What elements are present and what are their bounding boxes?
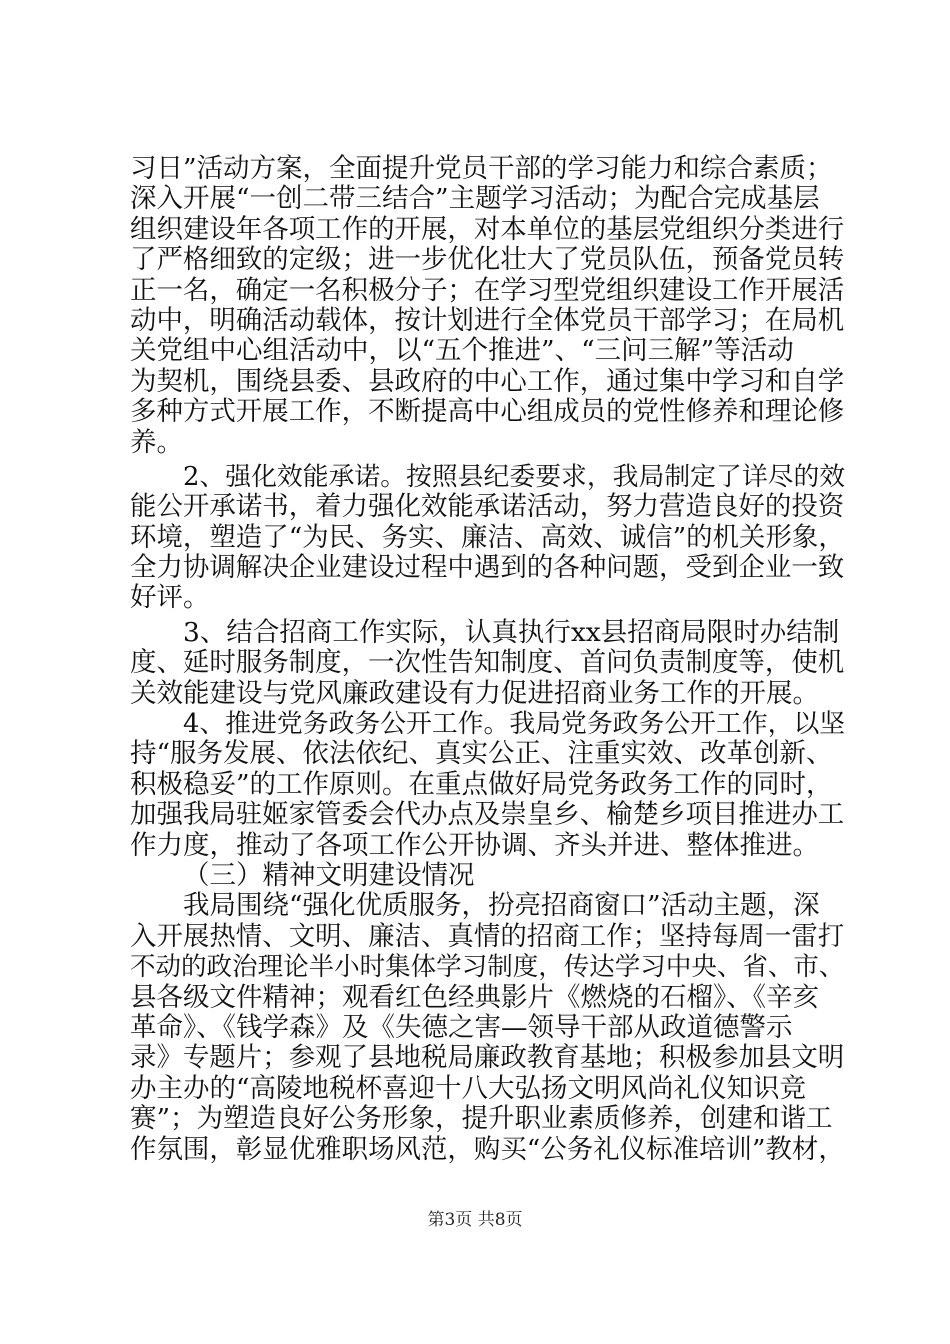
text-line: 积极稳妥”的工作原则。在重点做好局党务政务工作的同时， bbox=[130, 768, 833, 800]
text-line: 为契机，围绕县委、县政府的中心工作，通过集中学习和自学 bbox=[130, 365, 845, 397]
text-line: 3、结合招商工作实际，认真执行xx县招商局限时办结制 bbox=[183, 616, 840, 648]
text-line: 深入开展“一创二带三结合”主题学习活动；为配合完成基层 bbox=[130, 183, 820, 215]
section-heading: （三）精神文明建设情况 bbox=[183, 859, 475, 891]
page-number-footer: 第3页 共8页 bbox=[427, 1210, 523, 1230]
text-line: 正一名，确定一名积极分子；在学习型党组织建设工作开展活 bbox=[130, 274, 845, 306]
text-line: 多种方式开展工作，不断提高中心组成员的党性修养和理论修 bbox=[130, 396, 845, 428]
text-line: 加强我局驻姬家管委会代办点及崇皇乡、榆楚乡项目推进办工 bbox=[130, 799, 845, 831]
text-line: 作力度，推动了各项工作公开协调、齐头并进、整体推进。 bbox=[130, 829, 819, 861]
document-body bbox=[130, 154, 845, 1165]
text-line: 养。 bbox=[130, 426, 183, 458]
text-line: 我局围绕“强化优质服务，扮亮招商窗口”活动主题，深 bbox=[183, 890, 820, 922]
text-line: 关党组中心组活动中，以“五个推进”、“三问三解”等活动 bbox=[130, 335, 794, 367]
text-line: 关效能建设与党风廉政建设有力促进招商业务工作的开展。 bbox=[130, 677, 819, 709]
text-line: 赛”；为塑造良好公务形象，提升职业素质修养，创建和谐工 bbox=[130, 1103, 833, 1135]
text-line: 习日”活动方案，全面提升党员干部的学习能力和综合素质； bbox=[130, 153, 833, 184]
text-line: 能公开承诺书，着力强化效能承诺活动，努力营造良好的投资 bbox=[130, 491, 845, 523]
text-line: 持“服务发展、依法依纪、真实公正、注重实效、改革创新、 bbox=[130, 738, 833, 770]
text-line: 好评。 bbox=[130, 582, 210, 614]
text-line: 2、强化效能承诺。按照县纪委要求，我局制定了详尽的效 bbox=[183, 461, 846, 492]
text-line: 作氛围，彰显优雅职场风范，购买“公务礼仪标准培训”教材， bbox=[130, 1133, 845, 1165]
text-line: 动中，明确活动载体，按计划进行全体党员干部学习；在局机 bbox=[130, 304, 845, 336]
text-line: 录》专题片；参观了县地税局廉政教育基地；积极参加县文明 bbox=[130, 1042, 845, 1074]
text-line: 全力协调解决企业建设过程中遇到的各种问题，受到企业一致 bbox=[130, 552, 845, 584]
text-line: 组织建设年各项工作的开展，对本单位的基层党组织分类进行 bbox=[130, 213, 845, 245]
text-line: 入开展热情、文明、廉洁、真情的招商工作；坚持每周一雷打 bbox=[130, 920, 845, 952]
text-line: 环境，塑造了“为民、务实、廉洁、高效、诚信”的机关形象， bbox=[130, 521, 845, 553]
text-line: 办主办的“高陵地税杯喜迎十八大弘扬文明风尚礼仪知识竞 bbox=[130, 1072, 807, 1104]
text-line: 4、推进党务政务公开工作。我局党务政务公开工作，以坚 bbox=[183, 709, 846, 740]
text-line: 了严格细致的定级；进一步优化壮大了党员队伍，预备党员转 bbox=[130, 244, 845, 276]
text-line: 革命》、《钱学森》及《失德之害—领导干部从政道德警示 bbox=[130, 1011, 793, 1043]
text-line: 度、延时服务制度，一次性告知制度、首问负责制度等，使机 bbox=[130, 647, 845, 679]
text-line: 县各级文件精神；观看红色经典影片《燃烧的石榴》、《辛亥 bbox=[130, 981, 819, 1013]
text-line: 不动的政治理论半小时集体学习制度，传达学习中央、省、市、 bbox=[130, 952, 845, 983]
